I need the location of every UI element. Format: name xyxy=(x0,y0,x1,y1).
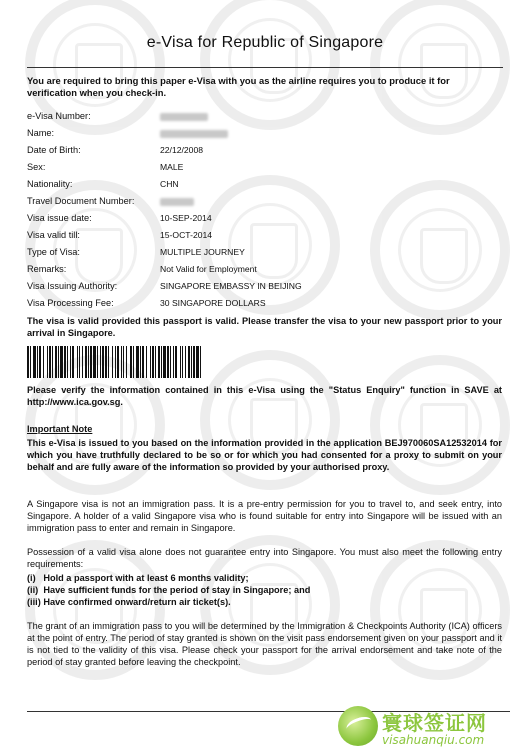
field-label: Travel Document Number: xyxy=(27,196,135,206)
field-label: e-Visa Number: xyxy=(27,111,91,121)
barcode xyxy=(27,346,205,378)
grant-paragraph: The grant of an immigration pass to you will be determined by the Immigration & Checkpoints Authority (ICA) officers at the point of entry. The period of stay granted is shown on the visit pass endorsement given on your passport and it is not tied to the validity of this visa. Please check your passport for the arrival endorsement and take note of the period of stay granted before leaving the checkpoint. xyxy=(27,621,502,667)
site-logo-watermark xyxy=(338,704,526,750)
validity-note: The visa is valid provided this passport is valid. Please transfer the visa to your new passport prior to your arrival in Singapore. xyxy=(27,316,502,338)
logo-url-text: visahuanqiu.com xyxy=(382,733,485,747)
requirements-paragraph: Possession of a valid visa alone does not guarantee entry into Singapore. You must also meet the following entry requirements: xyxy=(27,547,502,569)
field-value: 22/12/2008 xyxy=(160,145,204,155)
field-label: Name: xyxy=(27,128,55,138)
field-value: Not Valid for Employment xyxy=(160,264,257,274)
field-label: Visa Processing Fee: xyxy=(27,298,114,308)
requirement-item: (iii) Have confirmed onward/return air ticket(s). xyxy=(27,597,231,607)
requirement-item: (ii) Have sufficient funds for the period of stay in Singapore; and xyxy=(27,585,311,595)
verify-note: Please verify the information contained in this e-Visa using the "Status Enquiry" function in SAVE at http://www.ica.gov.sg. xyxy=(27,385,502,407)
field-label: Type of Visa: xyxy=(27,247,80,257)
important-note-heading: Important Note xyxy=(27,424,93,434)
barcode-bar xyxy=(201,346,203,378)
field-label: Visa Issuing Authority: xyxy=(27,281,118,291)
globe-icon xyxy=(338,706,378,746)
field-value-redacted xyxy=(160,195,194,207)
field-value: 10-SEP-2014 xyxy=(160,213,212,223)
field-value: MULTIPLE JOURNEY xyxy=(160,247,245,257)
important-note-paragraph: This e-Visa is issued to you based on the information provided in the application BEJ970060SA12532014 for which you have truthfully declared to be so or for which you had consented for a proxy to submit on your behalf and are fully aware of the information so provided by your authorised proxy. xyxy=(27,438,502,472)
field-label: Nationality: xyxy=(27,179,73,189)
logo-cn-text: 寰球签证网 xyxy=(382,711,487,735)
field-value: SINGAPORE EMBASSY IN BEIJING xyxy=(160,281,302,291)
field-label: Visa valid till: xyxy=(27,230,80,240)
field-value-redacted xyxy=(160,127,228,139)
field-label: Visa issue date: xyxy=(27,213,92,223)
pre-entry-paragraph: A Singapore visa is not an immigration pass. It is a pre-entry permission for you to travel to, and seek entry, into Singapore. A holder of a valid Singapore visa who is found suitable for entry into Singapore will be issued with an immigration pass to enter and remain in Singapore. xyxy=(27,499,502,533)
field-label: Sex: xyxy=(27,162,46,172)
field-label: Date of Birth: xyxy=(27,145,81,155)
field-value: CHN xyxy=(160,179,179,189)
title-divider xyxy=(27,67,503,68)
intro-notice: You are required to bring this paper e-Visa with you as the airline requires you to produce it for verification when you check-in. xyxy=(27,75,450,98)
field-value: MALE xyxy=(160,162,184,172)
requirement-item: (i) Hold a passport with at least 6 months validity; xyxy=(27,573,249,583)
field-value-redacted xyxy=(160,110,208,122)
field-value: 30 SINGAPORE DOLLARS xyxy=(160,298,266,308)
field-label: Remarks: xyxy=(27,264,67,274)
document-title: e-Visa for Republic of Singapore xyxy=(146,34,384,51)
field-value: 15-OCT-2014 xyxy=(160,230,213,240)
